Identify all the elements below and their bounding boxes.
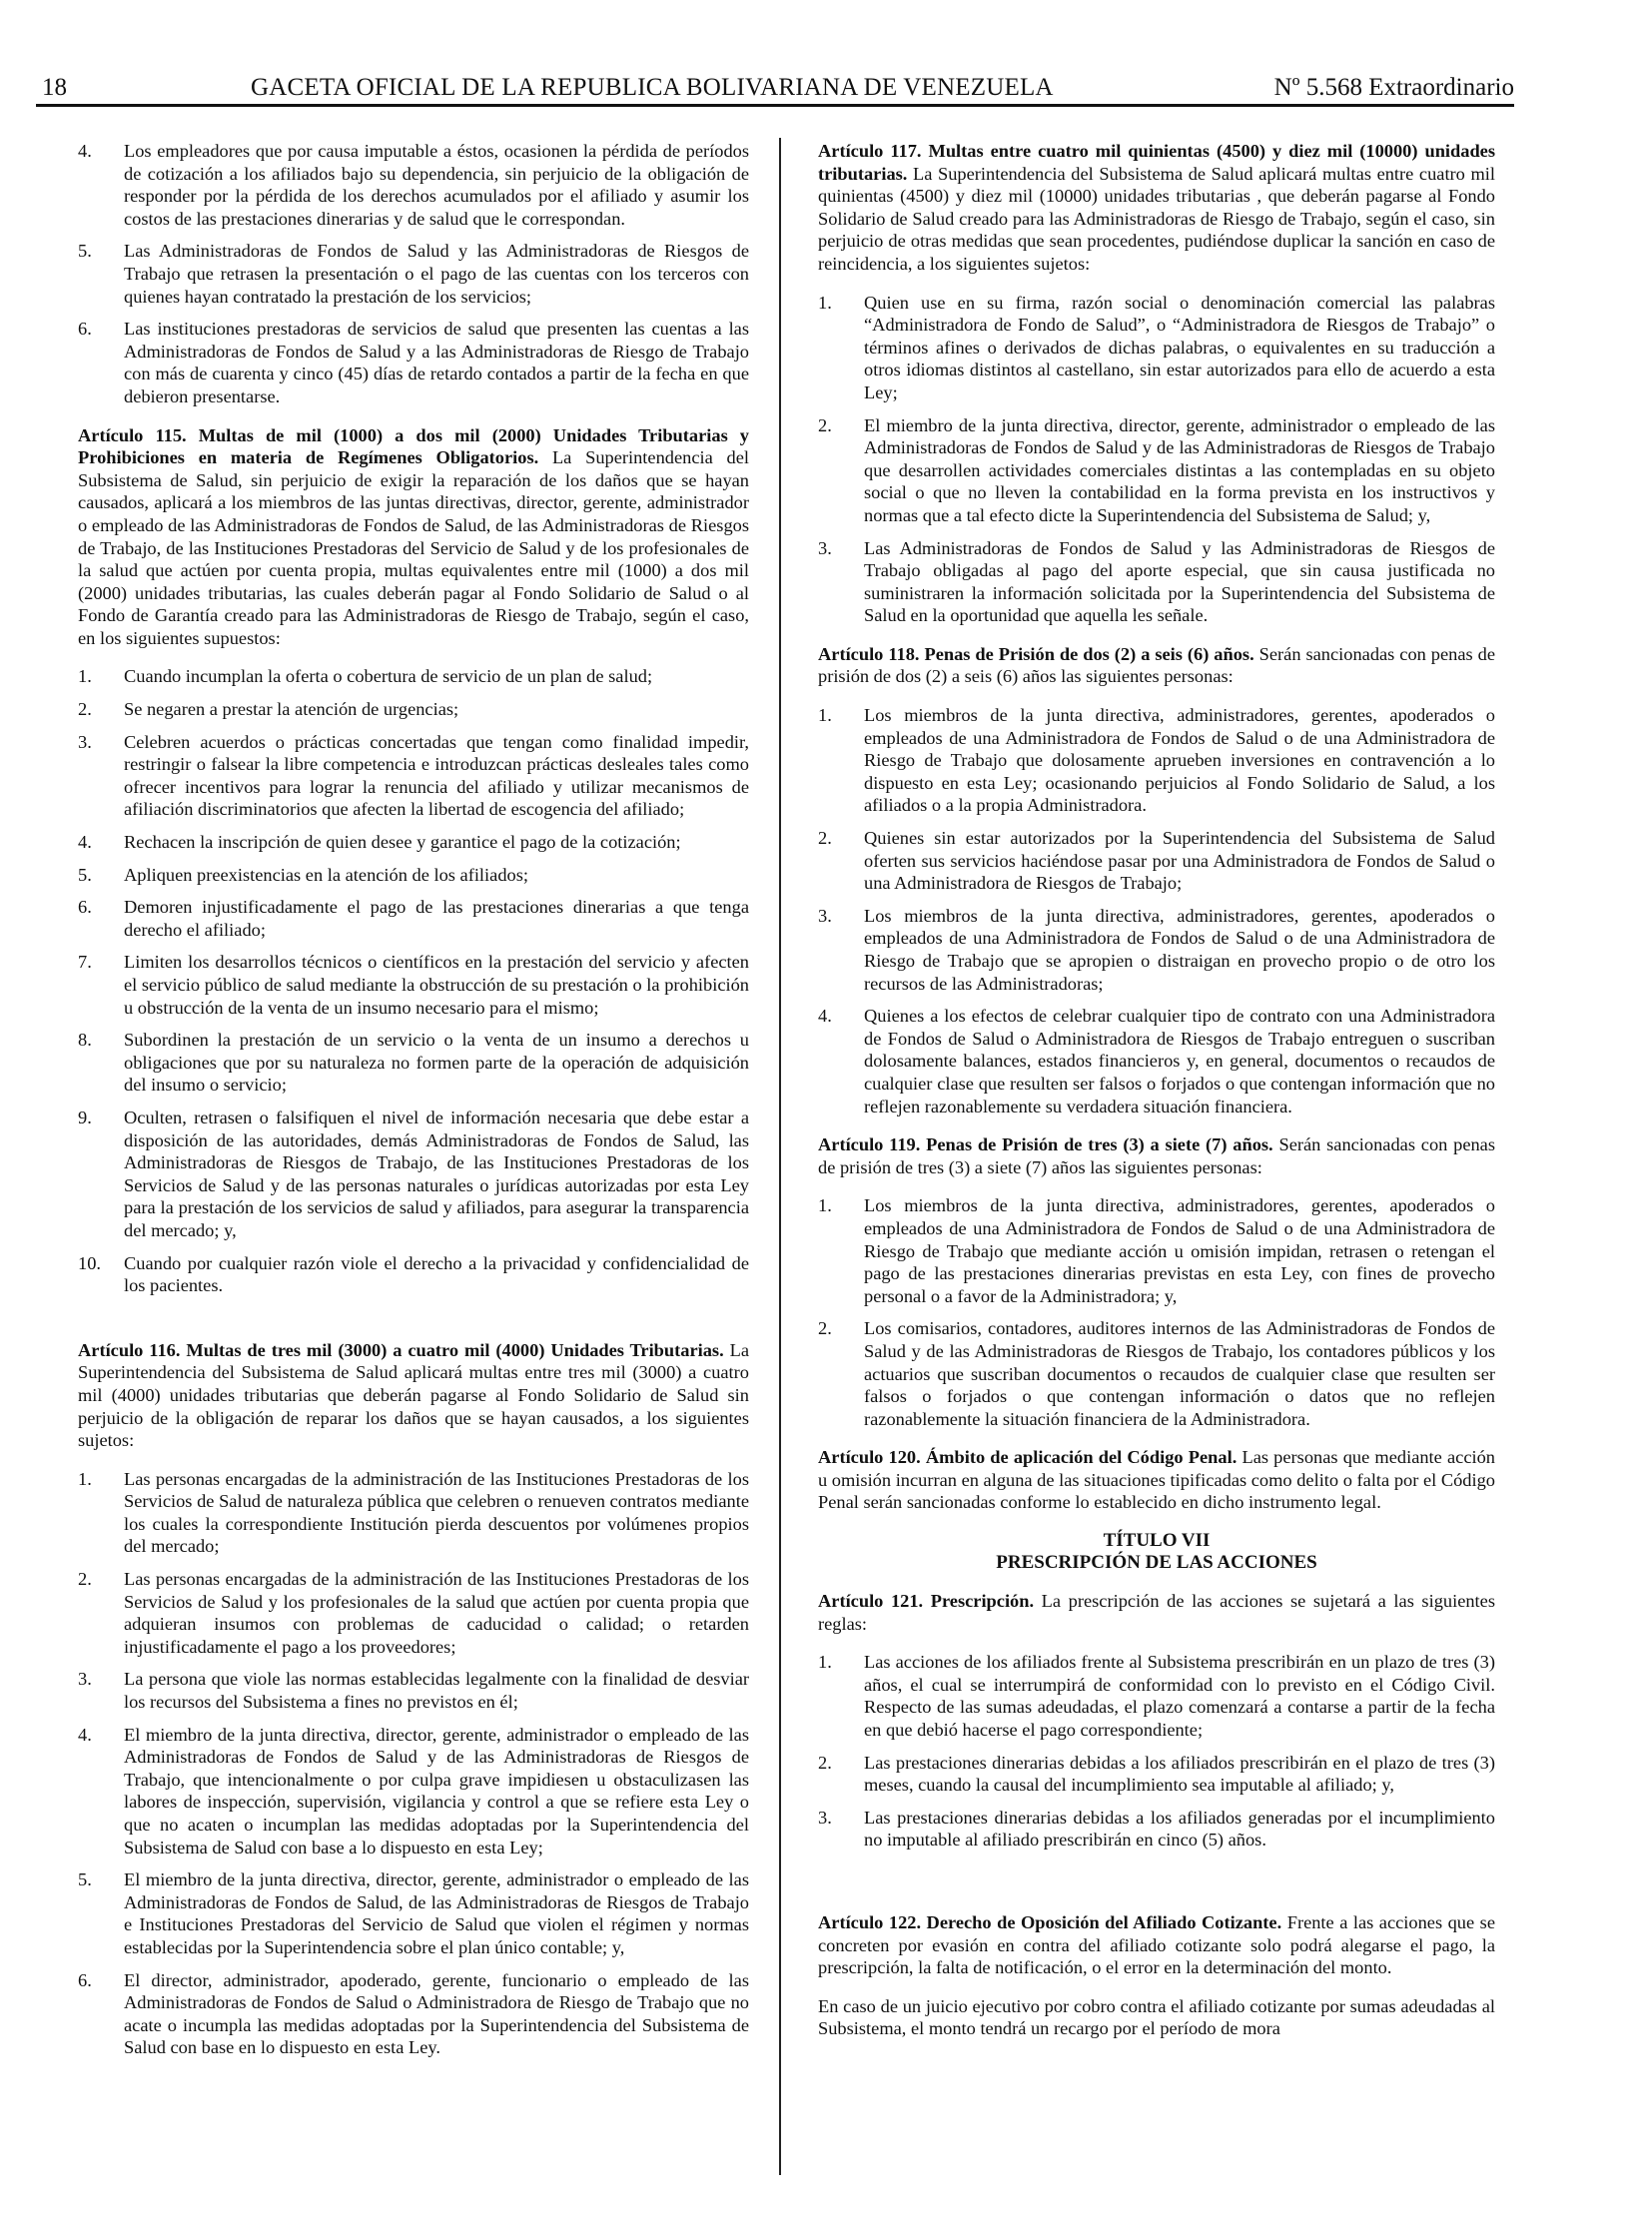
- list-item: 6. El director, administrador, apoderado, gerente, funcionario o empleado de las Administradoras de Fondos de Salud o Administradora de Riesgo de Trabajo que no acate o incumpla las medidas adoptadas por la Superintendencia del Subsistema de Salud con base en lo dispuesto en esta Ley.: [78, 1969, 749, 2058]
- list-item: 3. Las Administradoras de Fondos de Salud y las Administradoras de Riesgos de Trabajo obligadas al pago del aporte especial, que sin causa justificada no suministraren la información solicitada por la Superintendencia del Subsistema de Salud en la oportunidad que aquella les señale.: [818, 537, 1495, 626]
- list-item: 1. Cuando incumplan la oferta o cobertura de servicio de un plan de salud;: [78, 666, 653, 687]
- article-115: [78, 424, 749, 650]
- list-item: 4. El miembro de la junta directiva, director, gerente, administrador o empleado de las Administradoras de Fondos de Salud y de las Administradoras de Riesgos de Trabajo, que intencionalmente o por culpa grave impidiesen u obstaculizasen las labores de inspección, supervisión, vigilancia y control a que se refiere esta Ley o que no acaten o incumplan las medidas adoptadas por la Superintendencia del Subsistema de Salud con base a lo dispuesto en esta Ley;: [78, 1724, 749, 1857]
- list-item: 6. Demoren injustificadamente el pago de las prestaciones dinerarias a que tenga derecho el afiliado;: [78, 897, 749, 940]
- article-120: [818, 1446, 1495, 1514]
- list-item: 6. Las instituciones prestadoras de servicios de salud que presenten las cuentas a las Administradoras de Fondos de Salud y a las Administradoras de Riesgo de Trabajo con más de cuarenta y cinco (45) días de retardo contados a partir de la fecha en que debieron presentarse.: [78, 319, 749, 406]
- list-item: 7. Limiten los desarrollos técnicos o científicos en la prestación del servicio y afecten el servicio público de salud mediante la obstrucción de su prestación o la prohibición u obstrucción de la venta de un insumo necesario para el mismo;: [78, 952, 749, 1018]
- list-item: 2. Los comisarios, contadores, auditores internos de las Administradoras de Fondos de Salud y de las Administradoras de Riesgos de Trabajo, los contadores públicos y los actuarios que suscriban documentos o recaudos de cualquier clase que resulten ser falsos o forjados o que contengan información o datos que no reflejen razonablemente la situación financiera de la Administradora.: [818, 1318, 1495, 1429]
- spacer: [78, 1313, 749, 1339]
- article-body: La Superintendencia del Subsistema de Salud aplicará multas entre tres mil (3000) a cuatro mil (4000) unidades tributarias que deberán pagarse al Fondo Solidario de Salud sin perjuicio de la obligación de reparar los daños que se hayan causados, a los siguientes sujetos:: [78, 1339, 749, 1451]
- section-heading: [818, 1530, 1495, 1574]
- article-116-list: [78, 1468, 749, 2059]
- article-title: Artículo 121. Prescripción.: [818, 1591, 1035, 1612]
- page-number: 18: [42, 74, 67, 101]
- article-body: La Superintendencia del Subsistema de Salud, sin perjuicio de exigir la reparación de los daños que se hayan causados, aplicará a los miembros de las juntas directivas, director, gerente, administrador o empleado de las Administradoras de Fondos de Salud, de las Administradoras de Riesgos de Trabajo, de las Instituciones Prestadoras del Servicio de Salud y de los profesionales de la salud que actúen por cuenta propia, multas equivalentes entre mil (1000) a dos mil (2000) unidades tributarias, las cuales deberán pagar al Fondo Solidario de Salud o al Fondo de Garantía creado para las Administradoras de Riesgo de Trabajo, según el caso, en los siguientes supuestos:: [78, 447, 749, 648]
- gazette-title: GACETA OFICIAL DE LA REPUBLICA BOLIVARIANA DE VENEZUELA: [251, 74, 1054, 101]
- article-body: Las personas que mediante acción u omisión incurran en alguna de las situaciones tipificadas como delito o falta por el Código Penal serán sancionadas conforme lo establecido en dicho instrumento legal.: [818, 1447, 1495, 1513]
- column-divider: [779, 138, 781, 2175]
- article-117-list: [818, 292, 1495, 627]
- left-column: [78, 140, 749, 2075]
- list-item: 2. El miembro de la junta directiva, director, gerente, administrador o empleado de las Administradoras de Fondos de Salud y de las Administradoras de Riesgos de Trabajo que desarrollen actividades comerciales distintas a las contempladas en su objeto social o que no lleven la contabilidad en la forma prevista en los instructivos y normas que a tal efecto dicte la Superintendencia del Subsistema de Salud; y,: [818, 414, 1495, 525]
- list-item: 2. Se negaren a prestar la atención de urgencias;: [78, 699, 459, 720]
- list-item: 2. Quienes sin estar autorizados por la Superintendencia del Subsistema de Salud oferten sus servicios haciéndose pasar por una Administradora de Fondos de Salud o una Administradora de Riesgos de Trabajo;: [818, 828, 1495, 894]
- list-item: 4. Rechacen la inscripción de quien desee y garantice el pago de la cotización;: [78, 832, 681, 853]
- article-title: Artículo 120. Ámbito de aplicación del Código Penal.: [818, 1447, 1238, 1468]
- list-item: 3. Las prestaciones dinerarias debidas a los afiliados generadas por el incumplimiento no imputable al afiliado prescribirán en cinco (5) años.: [818, 1807, 1495, 1851]
- article-body: Serán sancionadas con penas de prisión de tres (3) a siete (7) años las siguientes personas:: [818, 1134, 1496, 1177]
- article-119: [818, 1133, 1495, 1178]
- article-115-list: [78, 665, 749, 1296]
- list-item: 2. Las personas encargadas de la administración de las Instituciones Prestadoras de los Servicios de Salud y los profesionales de la salud que actúen por cuenta propia que adquieran insumos con problemas de caducidad o calidad; o retarden injustificadamente el pago a los proveedores;: [78, 1569, 749, 1657]
- list-item: 5. Apliquen preexistencias en la atención de los afiliados;: [78, 864, 528, 885]
- list-item: 1. Quien use en su firma, razón social o denominación comercial las palabras “Administradora de Fondo de Salud”, o “Administradora de Riesgos de Trabajo” o términos afines o derivados de dichas palabras, o equivalentes en su traducción a otros idiomas distintos al castellano, sin estar autorizados para ello de acuerdo a esta Ley;: [818, 292, 1495, 402]
- list-item: 1. Los miembros de la junta directiva, administradores, gerentes, apoderados o empleados de una Administradora de Fondos de Salud o de una Administradora de Riesgo de Trabajo que dolosamente aprueben inversiones en contravención a lo dispuesto en esta Ley; ocasionando perjuicios al Fondo Solidario de Salud, a los afiliados o a la propia Administradora.: [818, 705, 1495, 816]
- title-number: TÍTULO VII: [1103, 1530, 1211, 1552]
- list-item: 5. El miembro de la junta directiva, director, gerente, administrador o empleado de las Administradoras de Fondos de Salud, de las Administradoras de Riesgos de Trabajo e Instituciones Prestadoras del Servicio de Salud que violen el régimen y normas establecidas por la Superintendencia sobre el plan único contable; y,: [78, 1869, 749, 1957]
- article-title: Artículo 115. Multas de mil (1000) a dos mil (2000) Unidades Tributarias y Prohibiciones en materia de Regímenes Obligatorios.: [78, 424, 749, 468]
- list-item: 5. Las Administradoras de Fondos de Salud y las Administradoras de Riesgos de Trabajo que retrasen la presentación o el pago de las cuentas con los terceros con quienes hayan contratado la prestación de los servicios;: [78, 241, 749, 307]
- article-body: La Superintendencia del Subsistema de Salud aplicará multas entre cuatro mil quinientas (4500) y diez mil (10000) unidades tributarias , que deberán pagarse al Fondo Solidario de Salud creado para las Administradoras de Riesgo de Trabajo, según el caso, sin perjuicio de otras medidas que sean procedentes, pudiéndose duplicar la sanción en caso de reincidencia, a los siguientes sujetos:: [818, 163, 1495, 274]
- right-column: [818, 140, 1495, 2056]
- list-item: 3. Celebren acuerdos o prácticas concertadas que tengan como finalidad impedir, restringir o falsear la libre competencia e introduzcan prácticas desleales tales como ofrecer incentivos para lograr la renuncia del afiliado y utilizar mecanismos de afiliación discriminatorios que afecten la libertad de escogencia del afiliado;: [78, 731, 749, 820]
- article-118: [818, 643, 1495, 688]
- list-item: 1. Las acciones de los afiliados frente al Subsistema prescribirán en un plazo de tres (3) años, el cual se interrumpirá de conformidad con lo previsto en el Código Civil. Respecto de las sumas adeudadas, el plazo comenzará a contarse a partir de la fecha en que debió hacerse el pago correspondiente;: [818, 1652, 1495, 1741]
- article-118-list: [818, 704, 1495, 1117]
- page-header: [36, 70, 1514, 107]
- article-title: Artículo 118. Penas de Prisión de dos (2) a seis (6) años.: [818, 643, 1254, 664]
- article-body: La prescripción de las acciones se sujetará a las siguientes reglas:: [818, 1591, 1495, 1634]
- article-body: Serán sancionadas con penas de prisión de dos (2) a seis (6) años las siguientes personas:: [818, 643, 1495, 687]
- article-116: [78, 1339, 749, 1452]
- article-122-paragraph: En caso de un juicio ejecutivo por cobro contra el afiliado cotizante por sumas adeudadas al Subsistema, el monto tendrá un recargo por el período de mora: [818, 1995, 1495, 2039]
- article-117: [818, 140, 1495, 276]
- spacer: [818, 1867, 1495, 1911]
- list-item: 10. Cuando por cualquier razón viole el derecho a la privacidad y confidencialidad de los pacientes.: [78, 1252, 749, 1296]
- title-name: PRESCRIPCIÓN DE LAS ACCIONES: [996, 1552, 1317, 1574]
- continued-list: [78, 140, 749, 408]
- list-item: 1. Las personas encargadas de la administración de las Instituciones Prestadoras de los Servicios de Salud de naturaleza pública que celebren o renueven contratos mediante los cuales la correspondiente Institución pierda descuentos por volúmenes propios del mercado;: [78, 1468, 749, 1557]
- article-119-list: [818, 1194, 1495, 1430]
- article-121-list: [818, 1651, 1495, 1852]
- list-item: 9. Oculten, retrasen o falsifiquen el nivel de información necesaria que debe estar a disposición de las autoridades, demás Administradoras de Fondos de Salud, las Administradoras de Riesgos de Trabajo, de las Instituciones Prestadoras de los Servicios de Salud y de las personas naturales o jurídicas autorizadas por esta Ley para la prestación de los servicios de salud y afiliados, para asegurar la transparencia del mercado; y,: [78, 1107, 749, 1240]
- list-item: 8. Subordinen la prestación de un servicio o la venta de un insumo a derechos u obligaciones que por su naturaleza no formen parte de la operación de adquisición del insumo o servicio;: [78, 1030, 749, 1096]
- article-title: Artículo 122. Derecho de Oposición del Afiliado Cotizante.: [818, 1912, 1282, 1932]
- list-item: 2. Las prestaciones dinerarias debidas a los afiliados prescribirán en el plazo de tres (3) meses, cuando la causal del incumplimiento sea imputable al afiliado; y,: [818, 1752, 1495, 1796]
- article-body: Frente a las acciones que se concreten por evasión en contra del afiliado cotizante solo podrá alegarse el pago, la prescripción, la falta de notificación, o el error en la determinación del monto.: [818, 1912, 1495, 1978]
- article-title: Artículo 117. Multas entre cuatro mil quinientas (4500) y diez mil (10000) unidades tributarias.: [818, 141, 1495, 184]
- list-item: 1. Los miembros de la junta directiva, administradores, gerentes, apoderados o empleados de una Administradora de Fondos de Salud o de una Administradora de Riesgo de Trabajo que mediante acción u omisión impidan, retrasen o retengan el pago de las prestaciones dinerarias previstas en esta Ley, con fines de provecho personal o a favor de la Administradora; y,: [818, 1195, 1495, 1306]
- issue-number: Nº 5.568 Extraordinario: [1273, 74, 1514, 101]
- article-title: Artículo 116. Multas de tres mil (3000) a cuatro mil (4000) Unidades Tributarias.: [78, 1339, 724, 1360]
- article-121: [818, 1590, 1495, 1635]
- list-item: 3. Los miembros de la junta directiva, administradores, gerentes, apoderados o empleados de una Administradora de Fondos de Salud o de una Administradora de Riesgo de Trabajo que se apropien o distraigan en provecho propio o de otro los recursos de las Administradoras;: [818, 905, 1495, 994]
- article-122: [818, 1911, 1495, 1979]
- list-item: 4. Los empleadores que por causa imputable a éstos, ocasionen la pérdida de períodos de cotización a los afiliados bajo su dependencia, sin perjuicio de la obligación de responder por la pérdida de los derechos acumulados por el afiliado y asumir los costos de las prestaciones dinerarias y de salud que le correspondan.: [78, 141, 749, 229]
- list-item: 3. La persona que viole las normas establecidas legalmente con la finalidad de desviar los recursos del Subsistema a fines no previstos en él;: [78, 1669, 749, 1713]
- article-title: Artículo 119. Penas de Prisión de tres (3) a siete (7) años.: [818, 1134, 1273, 1155]
- list-item: 4. Quienes a los efectos de celebrar cualquier tipo de contrato con una Administradora de Fondos de Salud o Administradora de Riesgos de Trabajo entreguen o suscriban dolosamente balances, estados financieros y, en general, documentos o recaudos de cualquier clase que resulten ser falsos o forjados o que contengan información que no reflejen razonablemente su verdadera situación financiera.: [818, 1006, 1495, 1116]
